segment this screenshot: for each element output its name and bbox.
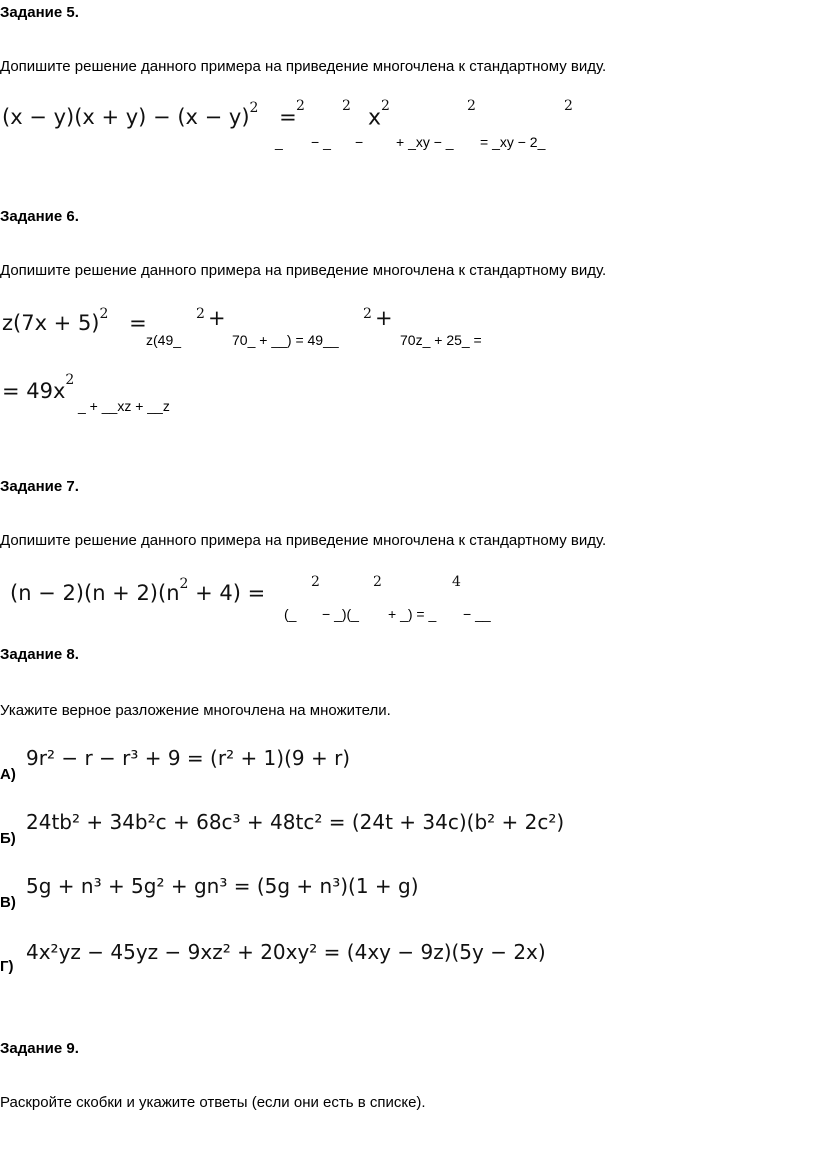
task6-plus-1: + [208,306,226,330]
task5-exp-1: 2 [296,98,305,114]
task5-expression: $(x - y)(x + y) - (x - y)^2$ = [2,100,297,129]
task7-instruction: Допишите решение данного примера на приведение многочлена к стандартному виду. [0,532,607,549]
task7-expression: $(n - 2)(n + 2)(n^2 + 4)$ = [10,576,266,605]
task8-option-a-label[interactable]: А) [0,766,16,783]
task8-option-a-formula: 9r² − r − r³ + 9 = (r² + 1)(9 + r) [26,746,351,770]
task7-exp-1: 2 [311,574,320,590]
task5-exp-4: 2 [564,98,573,114]
task5-heading: Задание 5. [0,4,79,21]
task6-line2: = $49x^2$ [2,372,75,403]
task6-blank-1: z(49_ [146,332,182,348]
task8-option-c-label[interactable]: В) [0,894,16,911]
task8-option-c-formula: 5g + n³ + 5g² + gn³ = (5g + n³)(1 + g) [26,874,419,898]
task9-heading: Задание 9. [0,1040,79,1057]
task6-plus-2: + [375,306,393,330]
task5-exp-3: 2 [467,98,476,114]
task6-blank-3: 70z_ + 25_ = [400,332,482,348]
task5-x-squared: $x^2$ [368,98,390,131]
task6-instruction: Допишите решение данного примера на приведение многочлена к стандартному виду. [0,262,607,279]
task7-exp-3: 4 [452,574,461,590]
task7-blank-1: (_ [284,606,297,622]
task6-exp-2: 2 [363,306,372,322]
task5-blank-5: = _xy − 2_ [480,134,546,150]
task7-heading: Задание 7. [0,478,79,495]
task6-heading: Задание 6. [0,208,79,225]
task6-expression: $z(7x + 5)^2$ = [2,306,147,335]
task5-blank-1: _ [275,134,283,150]
task7-blank-3: + _) = _ [388,606,437,622]
task5-blank-2: − _ [311,134,331,150]
task7-exp-2: 2 [373,574,382,590]
task6-blank-2: 70_ + __) = 49__ [232,332,339,348]
task8-option-b-formula: 24tb² + 34b²c + 68c³ + 48tc² = (24t + 34c)(b² + 2c²) [26,810,565,834]
task8-heading: Задание 8. [0,646,79,663]
task8-option-b-label[interactable]: Б) [0,830,16,847]
task8-option-d-formula: 4x²yz − 45yz − 9xz² + 20xy² = (4xy − 9z)(5y − 2x) [26,940,546,964]
task5-instruction: Допишите решение данного примера на приведение многочлена к стандартному виду. [0,58,607,75]
task9-instruction: Раскройте скобки и укажите ответы (если они есть в списке). [0,1094,426,1111]
task5-blank-3: − [355,134,364,150]
task6-blank-4: _ + __xz + __z [78,398,170,414]
task7-blank-4: − __ [463,606,491,622]
task7-blank-2: − _)(_ [322,606,359,622]
task5-blank-4: + _xy − _ [396,134,454,150]
task8-option-d-label[interactable]: Г) [0,958,14,975]
task6-exp-1: 2 [196,306,205,322]
task5-exp-2: 2 [342,98,351,114]
task8-instruction: Укажите верное разложение многочлена на множители. [0,702,391,719]
